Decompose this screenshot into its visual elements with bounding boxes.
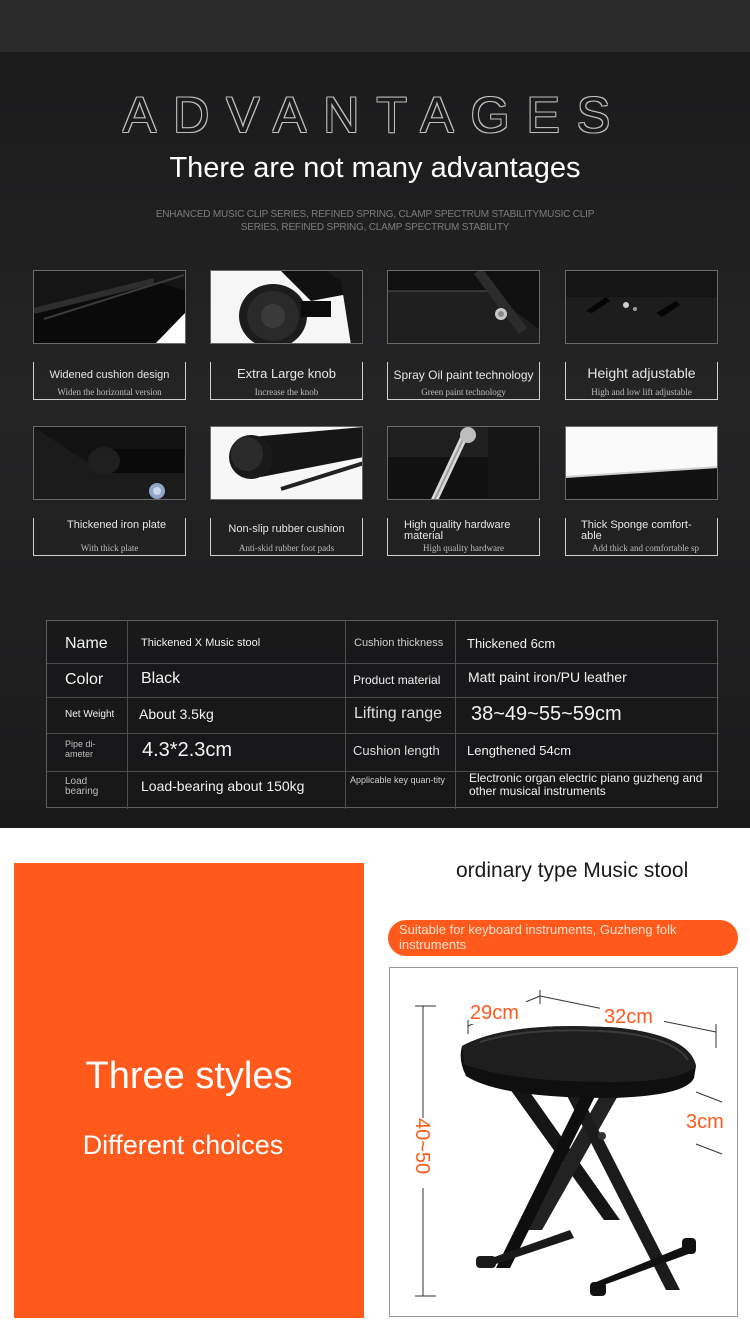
- feature-subtitle: High and low lift adjustable: [591, 387, 692, 397]
- feature-card-paint: [387, 270, 540, 400]
- dim-width-label: 32cm: [604, 1006, 653, 1028]
- paint-photo: [387, 270, 540, 344]
- spec-label-lifting-range: Lifting range: [354, 705, 443, 722]
- spec-value-color: Black: [141, 670, 181, 687]
- feature-subtitle: Add thick and comfortable sp: [592, 543, 699, 553]
- advantages-subheading: There are not many advantages: [169, 152, 581, 184]
- feature-card-iron-plate: [33, 426, 186, 556]
- iron-plate-photo: [33, 426, 186, 500]
- spec-value-weight: About 3.5kg: [139, 706, 214, 722]
- feature-title: Extra Large knob: [236, 366, 336, 381]
- dim-depth-label: 29cm: [470, 1002, 519, 1024]
- spec-label-load-bearing: Load bearing: [65, 777, 99, 797]
- feature-subtitle: Green paint technology: [421, 387, 506, 397]
- spec-label-cushion-length: Cushion length: [353, 743, 440, 758]
- feature-title: Spray Oil paint technology: [393, 368, 534, 382]
- feature-card-hardware: [387, 426, 540, 556]
- spec-label-weight: Net Weight: [65, 709, 115, 720]
- advantages-small-text: ENHANCED MUSIC CLIP SERIES, REFINED SPRING, CLAMP SPECTRUM STABILITYMUSIC CLIP SERIES, REFINED SPRING, CLAMP SPECTRUM STABILITY: [155, 209, 595, 233]
- feature-card-knob: [210, 270, 363, 400]
- dim-height-label: 40~50: [411, 1118, 433, 1175]
- stool-diagram: [389, 967, 738, 1317]
- feature-title: Non-slip rubber cushion: [228, 523, 345, 535]
- spec-label-cushion-thickness: Cushion thickness: [354, 637, 444, 649]
- styles-title: Three styles: [85, 1055, 293, 1097]
- knob-photo: [210, 270, 363, 344]
- feature-card-rubber: [210, 426, 363, 556]
- feature-subtitle: With thick plate: [80, 543, 139, 553]
- feature-card-sponge: [565, 426, 718, 556]
- hardware-photo: [387, 426, 540, 500]
- feature-title: Thick Sponge comfort-able: [581, 519, 692, 542]
- styles-subtitle: Different choices: [82, 1130, 284, 1160]
- spec-label-material: Product material: [353, 673, 441, 687]
- feature-card-height: [565, 270, 718, 400]
- spec-value-applicable: Electronic organ electric piano guzheng and other musical instruments: [469, 772, 703, 798]
- feature-subtitle: Widen the horizontal version: [57, 387, 162, 397]
- feature-title: High quality hardware material: [404, 519, 511, 542]
- dim-thickness-label: 3cm: [686, 1111, 724, 1133]
- advantages-heading: ADVANTAGES: [122, 87, 628, 143]
- feature-subtitle: High quality hardware: [423, 543, 504, 553]
- spec-table: [46, 620, 718, 808]
- spec-value-cushion-length: Lengthened 54cm: [467, 743, 572, 758]
- feature-subtitle: Increase the knob: [254, 387, 319, 397]
- spec-value-lifting-range: 38~49~55~59cm: [471, 703, 622, 725]
- feature-title: Widened cushion design: [49, 369, 170, 381]
- feature-title: Height adjustable: [587, 365, 696, 381]
- spec-label-color: Color: [65, 671, 104, 688]
- spec-value-name: Thickened X Music stool: [141, 637, 261, 649]
- feature-title: Thickened iron plate: [67, 519, 167, 531]
- product-pill-label: Suitable for keyboard instruments, Guzheng folk instruments: [388, 920, 738, 956]
- rubber-photo: [210, 426, 363, 500]
- cushion-photo: [33, 270, 186, 344]
- stool-illustration: [390, 968, 739, 1318]
- spec-value-cushion-thickness: Thickened 6cm: [467, 636, 556, 651]
- top-bar: [0, 0, 750, 52]
- spec-label-name: Name: [65, 635, 108, 652]
- feature-subtitle: Anti-skid rubber foot pads: [238, 543, 335, 553]
- spec-label-applicable: Applicable key quan-tity: [350, 775, 446, 785]
- product-title: ordinary type Music stool: [456, 859, 689, 882]
- sponge-photo: [565, 426, 718, 500]
- feature-card-cushion: [33, 270, 186, 400]
- height-photo: [565, 270, 718, 344]
- spec-label-pipe-diameter: Pipe di-ameter: [65, 739, 96, 759]
- spec-value-load-bearing: Load-bearing about 150kg: [141, 778, 305, 794]
- spec-value-material: Matt paint iron/PU leather: [468, 669, 627, 685]
- spec-value-pipe-diameter: 4.3*2.3cm: [142, 739, 233, 761]
